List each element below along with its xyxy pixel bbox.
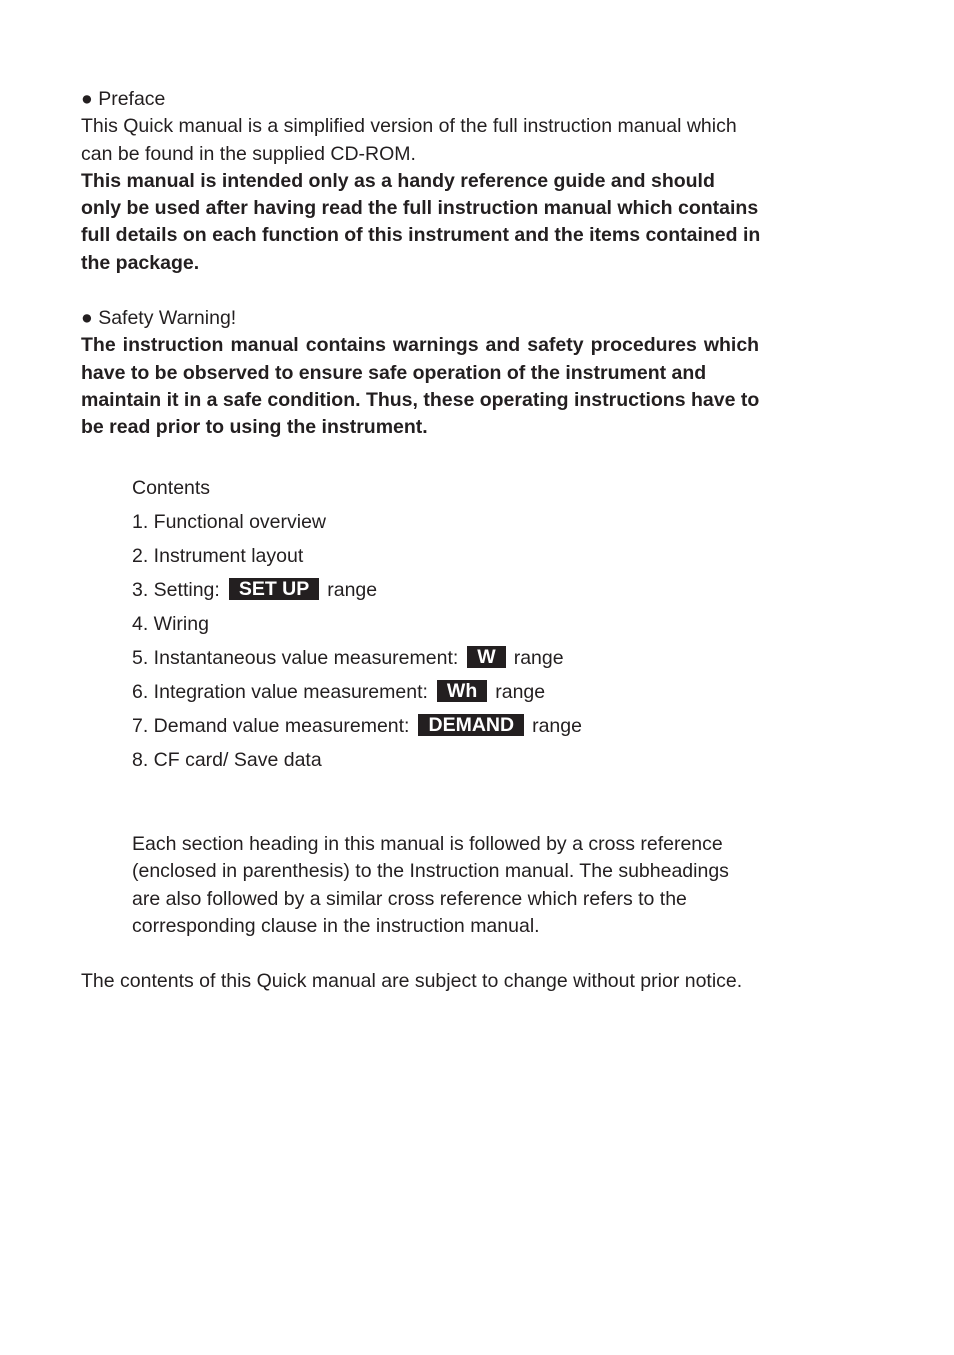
safety-bold-line: The instruction manual contains warnings and safety procedures which	[81, 334, 760, 357]
contents-item	[132, 675, 792, 709]
contents-item	[132, 505, 792, 539]
contents-item	[132, 743, 792, 777]
change-notice	[81, 968, 811, 995]
contents-item-text: 8. CF card/ Save data	[132, 749, 322, 771]
safety-bold-line: be read prior to using the instrument.	[81, 416, 428, 439]
preface-bold-line: only be used after having read the full instruction manual which contains	[81, 197, 759, 220]
contents-item-text: 2. Instrument layout	[132, 545, 304, 567]
safety-section	[81, 305, 811, 441]
contents-item	[132, 709, 792, 743]
contents-item-suffix: range	[495, 681, 546, 703]
wh-key-label: Wh	[437, 680, 487, 702]
cross-reference-line: corresponding clause in the instruction manual.	[132, 914, 540, 937]
contents-item-text: 4. Wiring	[132, 613, 209, 635]
contents-section	[132, 471, 792, 777]
w-key-label: W	[467, 646, 505, 668]
preface-text-line: This Quick manual is a simplified version of the full instruction manual which	[81, 115, 737, 138]
contents-title: Contents	[132, 477, 211, 499]
demand-key-label: DEMAND	[418, 714, 524, 736]
contents-item	[132, 607, 792, 641]
cross-reference-section	[132, 831, 792, 940]
contents-item	[132, 573, 792, 607]
preface-heading: ● Preface	[81, 88, 166, 110]
contents-item-suffix: range	[327, 579, 378, 601]
contents-item-text: 1. Functional overview	[132, 511, 327, 533]
safety-bold-line: have to be observed to ensure safe operation of the instrument and	[81, 361, 707, 384]
change-notice-text: The contents of this Quick manual are subject to change without prior notice.	[81, 970, 743, 992]
contents-item-suffix: range	[532, 715, 582, 737]
contents-item-text: 5. Instantaneous value measurement:	[132, 647, 459, 669]
contents-item-text: 6. Integration value measurement:	[132, 681, 428, 703]
preface-bold-line: the package.	[81, 251, 200, 274]
preface-bold-line: full details on each function of this instrument and the items contained in	[81, 224, 761, 247]
safety-heading: ● Safety Warning!	[81, 307, 237, 329]
preface-section	[81, 86, 811, 277]
cross-reference-line: Each section heading in this manual is followed by a cross reference	[132, 833, 723, 855]
contents-item-text: 3. Setting:	[132, 579, 220, 601]
contents-item-text: 7. Demand value measurement:	[132, 715, 410, 737]
setup-key-label: SET UP	[229, 578, 319, 600]
contents-item-suffix: range	[513, 647, 564, 669]
safety-bold-line: maintain it in a safe condition. Thus, these operating instructions have to	[81, 388, 760, 411]
cross-reference-line: are also followed by a similar cross reference which refers to the	[132, 887, 687, 910]
preface-text-line: can be found in the supplied CD-ROM.	[81, 142, 416, 165]
cross-reference-line: (enclosed in parenthesis) to the Instruction manual. The subheadings	[132, 860, 729, 883]
contents-item	[132, 539, 792, 573]
contents-item	[132, 641, 792, 675]
preface-bold-line: This manual is intended only as a handy reference guide and should	[81, 169, 715, 192]
